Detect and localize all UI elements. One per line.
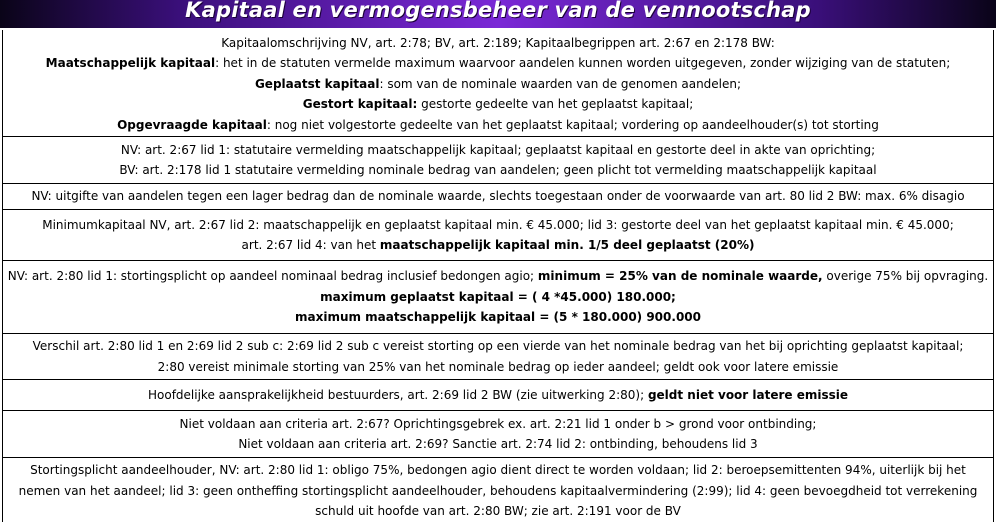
text-segment: Verschil art. 2:80 lid 1 en 2:69 lid 2 sub c: 2:69 lid 2 sub c vereist storting op een vierde van het nominale bedrag van het bij oprichting geplaatst kapitaal;: [32, 339, 964, 353]
bold-text: maximum geplaatst kapitaal = ( 4 *45.000) 180.000;: [320, 289, 676, 304]
table-row-statutaire-vermelding: [3, 137, 993, 184]
text-line: [3, 115, 993, 136]
text-line: [3, 33, 993, 54]
title-banner: [0, 0, 996, 28]
text-segment: Kapitaalomschrijving NV, art. 2:78; BV, art. 2:189; Kapitaalbegrippen art. 2:67 en 2:178 BW:: [221, 35, 775, 50]
text-segment: : het in de statuten vermelde maximum waarvoor aandelen kunnen worden uitgegeven, zonder wijziging van de statuten;: [215, 56, 951, 71]
bold-text: Maatschappelijk kapitaal: [45, 56, 216, 71]
text-line: [3, 414, 993, 435]
content-table: [2, 30, 994, 522]
text-line: [3, 186, 993, 207]
text-segment: Niet voldaan aan criteria art. 2:69? Sanctie art. 2:74 lid 2: ontbinding, behoudens lid 3: [238, 437, 758, 451]
bold-text: minimum = 25% van de nominale waarde,: [537, 269, 823, 284]
text-segment: Minimumkapitaal NV, art. 2:67 lid 2: maatschappelijk en geplaatst kapitaal min. € 45.000; lid 3: gestorte deel van het geplaatst kapitaal min. € 45.000;: [42, 217, 954, 232]
text-line: [3, 140, 993, 161]
bold-text: maximum maatschappelijk kapitaal = (5 * 180.000) 900.000: [294, 310, 701, 325]
bold-text: Gestort kapitaal:: [302, 97, 418, 112]
text-segment: : som van de nominale waarden van de genomen aandelen;: [379, 76, 742, 91]
bold-text: maatschappelijk kapitaal min. 1/5 deel geplaatst (20%): [379, 238, 755, 252]
text-segment: art. 2:67 lid 4: van het: [241, 238, 380, 252]
text-line: [3, 336, 993, 357]
text-segment: : nog niet volgestorte gedeelte van het geplaatst kapitaal; vordering op aandeelhouder(s) tot storting: [266, 117, 879, 132]
text-line: [3, 215, 993, 236]
table-row-stortingsplicht-minimum: [3, 261, 993, 334]
text-line: [3, 74, 993, 95]
table-row-disagio: [3, 184, 993, 210]
text-line: [3, 160, 993, 181]
text-segment: NV: uitgifte van aandelen tegen een lager bedrag dan de nominale waarde, slechts toegestaan onder de voorwaarde van art. 80 lid 2 BW: max. 6% disagio: [31, 189, 965, 204]
table-row-sancties: [3, 411, 993, 458]
table-row-verschil-artikelen: [3, 334, 993, 380]
text-segment: NV: art. 2:67 lid 1: statutaire vermelding maatschappelijk kapitaal; geplaatst kapitaal en gestorte deel in akte van oprichting;: [120, 142, 876, 157]
text-line: [3, 357, 993, 378]
text-line: [3, 235, 993, 256]
text-line: [3, 385, 993, 406]
bold-text: Geplaatst kapitaal: [254, 76, 380, 91]
text-segment: BV: art. 2:178 lid 1 statutaire vermelding nominale bedrag van aandelen; geen plicht tot vermelding maatschappelijk kapitaal: [119, 163, 877, 177]
bold-text: geldt niet voor latere emissie: [647, 387, 849, 402]
text-segment: overige 75% bij opvraging.: [822, 269, 989, 284]
table-row-hoofdelijke-aansprakelijkheid: [3, 380, 993, 411]
text-line: [3, 307, 993, 328]
text-line: [3, 266, 993, 287]
text-line: [3, 94, 993, 115]
bold-text: Opgevraagde kapitaal: [117, 117, 267, 132]
text-line: [3, 53, 993, 74]
text-segment: Hoofdelijke aansprakelijkheid bestuurders, art. 2:69 lid 2 BW (zie uitwerking 2:80);: [147, 387, 648, 402]
text-line: [3, 460, 993, 522]
text-line: [3, 434, 993, 455]
text-segment: 2:80 vereist minimale storting van 25% van het nominale bedrag op ieder aandeel; geldt ook voor latere emissie: [157, 359, 839, 374]
table-row-stortingsplicht-aandeelhouder: [3, 458, 993, 522]
text-segment: NV: art. 2:80 lid 1: stortingsplicht op aandeel nominaal bedrag inclusief bedongen agio;: [7, 269, 538, 284]
text-segment: gestorte gedeelte van het geplaatst kapitaal;: [417, 97, 694, 112]
table-row-kapitaalbegrippen: [3, 30, 993, 137]
text-segment: Niet voldaan aan criteria art. 2:67? Oprichtingsgebrek ex. art. 2:21 lid 1 onder b > grond voor ontbinding;: [179, 416, 817, 431]
table-row-minimumkapitaal: [3, 210, 993, 261]
page-title: Kapitaal en vermogensbeheer van de vennootschap: [185, 0, 811, 22]
text-segment: Stortingsplicht aandeelhouder, NV: art. 2:80 lid 1: obligo 75%, bedongen agio dient direct te worden voldaan; lid 2: beroepsemittenten 94%, uiterlijk bij het nemen van het aandeel; lid 3: geen ontheffing stortingsplicht aandeelhouder, behoudens kapitaalvermindering (2:99); lid 4: geen bevoegdheid tot verrekening schuld uit hoofde van art. 2:80 BW; zie art. 2:191 voor de BV: [18, 463, 978, 518]
text-line: [3, 287, 993, 308]
